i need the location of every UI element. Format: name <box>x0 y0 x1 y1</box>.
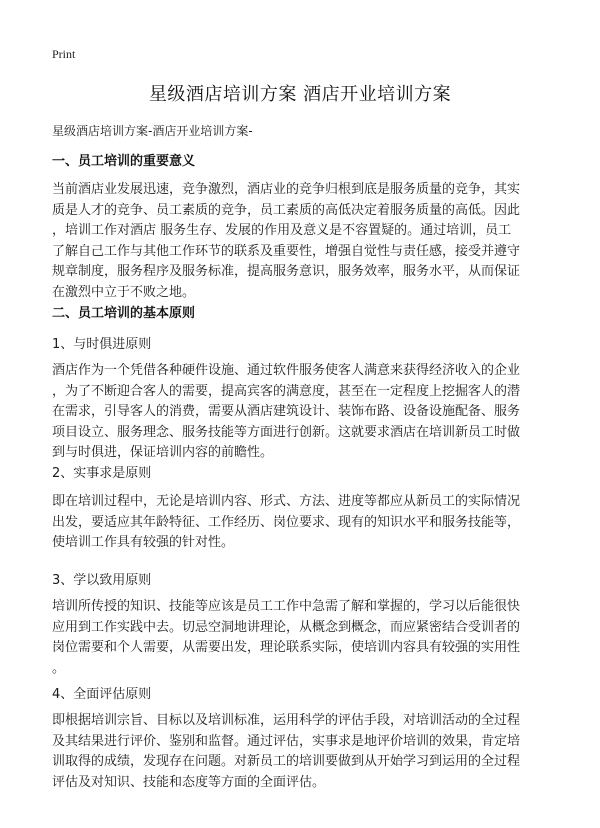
text-line: 酒店作为一个凭借各种硬件设施、通过软件服务使客人满意来获得经济收入的企业 <box>52 363 521 378</box>
text-line: 培训所传授的知识、技能等应该是员工工作中急需了解和掌握的，学习以后能很快 <box>52 599 521 614</box>
document-title: 星级酒店培训方案 酒店开业培训方案 <box>148 84 452 105</box>
paragraph-principle-3 <box>52 597 552 679</box>
text-line: 。 <box>52 660 66 676</box>
text-line: 应用到工作实践中去。切忌空洞地讲理论，从概念到概念，而应紧密结合受训者的 <box>52 619 521 635</box>
text-line: 当前酒店业发展迅速，竞争激烈，酒店业的竞争归根到底是服务质量的竞争，其实 <box>52 182 521 197</box>
paragraph-principle-4 <box>52 711 552 793</box>
principle-heading-4: 4、全面评估原则 <box>52 687 152 702</box>
text-line: 评估及对知识、技能和态度等方面的全面评估。 <box>52 774 326 790</box>
text-line: 及其结果进行评价、鉴别和监督。通过评估，实事求是地评价培训的效果，肯定培 <box>52 733 521 749</box>
text-line: 训取得的成绩，发现存在问题。对新员工的培训要做到从开始学习到运用的全过程 <box>52 754 521 769</box>
text-line: 在激烈中立于不败之地。 <box>52 284 196 300</box>
text-line: ，培训工作对酒店 服务生存、发展的作用及意义是不容置疑的。通过培训，员工 <box>52 223 512 238</box>
text-line: 在需求，引导客人的消费，需要从酒店建筑设计、装饰布路、设备设施配备、服务 <box>52 404 521 419</box>
text-line: 到与时俱进，保证培训内容的前瞻性。 <box>52 445 274 460</box>
section-heading-principles: 二、员工培训的基本原则 <box>52 306 196 321</box>
text-line: 了解自己工作与其他工作环节的联系及重要性，增强自觉性与责任感，接受并遵守 <box>52 243 521 259</box>
paragraph-principle-1 <box>52 361 552 464</box>
text-line: 出发，要适应其年龄特征、工作经历、岗位要求、现有的知识水平和服务技能等， <box>52 514 521 530</box>
text-line: 项目设立、服务理念、服务技能等方面进行创新。这就要求酒店在培训新员工时做 <box>52 424 521 440</box>
text-line: 岗位需要和个人需要，从需要出发，理论联系实际，使培训内容具有较强的实用性 <box>52 640 521 655</box>
text-line: 质是人才的竞争、员工素质的竞争，员工素质的高低决定着服务质量的高低。因此 <box>52 202 521 218</box>
text-line: 规章制度，服务程序及服务标准，提高服务意识，服务效率，服务水平，从而保证 <box>52 264 521 279</box>
paragraph-principle-2 <box>52 492 552 554</box>
principle-heading-1: 1、与时俱进原则 <box>52 337 152 352</box>
section-heading-importance: 一、员工培训的重要意义 <box>52 154 196 169</box>
principle-heading-3: 3、学以致用原则 <box>52 573 152 588</box>
text-line: 使培训工作具有较强的针对性。 <box>52 535 235 550</box>
text-line: 即在培训过程中，无论是培训内容、形式、方法、进度等都应从新员工的实际情况 <box>52 494 521 509</box>
principle-heading-2: 2、实事求是原则 <box>52 466 152 481</box>
text-line: ，为了不断迎合客人的需要，提高宾客的满意度，甚至在一定程度上挖掘客人的潜 <box>52 383 521 399</box>
document-subtitle: 星级酒店培训方案-酒店开业培训方案- <box>52 124 253 138</box>
print-label: Print <box>52 47 76 61</box>
text-line: 即根据培训宗旨、目标以及培训标准，运用科学的评估手段，对培训活动的全过程 <box>52 713 521 728</box>
paragraph-importance <box>52 180 552 303</box>
